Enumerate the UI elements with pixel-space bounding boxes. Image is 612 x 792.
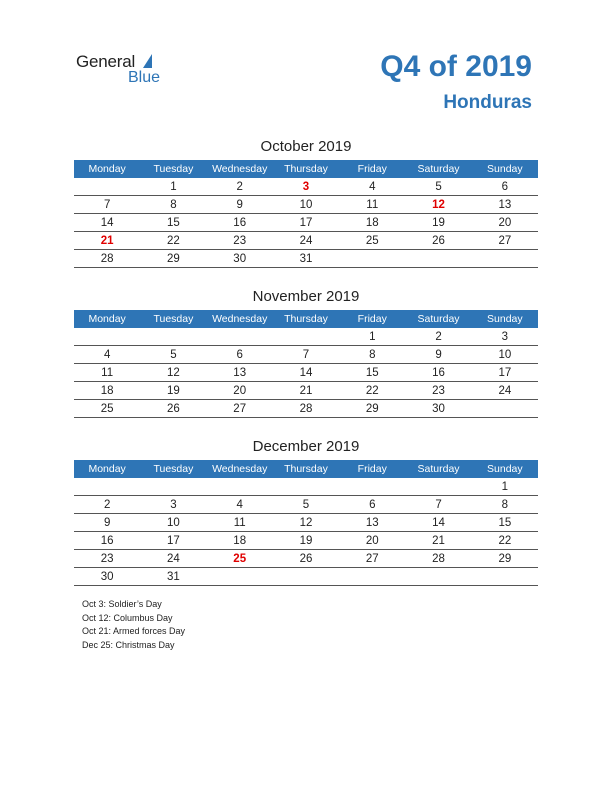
day-cell: 29 xyxy=(140,250,206,268)
day-cell xyxy=(207,568,273,586)
day-cell: 18 xyxy=(207,532,273,550)
weekday-header: Sunday xyxy=(472,460,538,478)
weekday-header: Tuesday xyxy=(140,310,206,328)
day-cell: 31 xyxy=(140,568,206,586)
week-row xyxy=(74,496,538,514)
week-row xyxy=(74,400,538,418)
day-cell: 17 xyxy=(140,532,206,550)
weekday-header: Sunday xyxy=(472,160,538,178)
logo-text-blue: Blue xyxy=(128,69,161,86)
day-cell xyxy=(207,328,273,346)
day-cell: 17 xyxy=(273,214,339,232)
week-row xyxy=(74,232,538,250)
weekday-header: Monday xyxy=(74,460,140,478)
week-row xyxy=(74,196,538,214)
day-cell: 26 xyxy=(140,400,206,418)
week-row xyxy=(74,382,538,400)
weekday-header: Monday xyxy=(74,160,140,178)
day-cell: 21 xyxy=(405,532,471,550)
day-cell xyxy=(140,328,206,346)
day-cell: 10 xyxy=(472,346,538,364)
day-cell: 4 xyxy=(339,178,405,196)
day-cell xyxy=(405,568,471,586)
weekday-header: Thursday xyxy=(273,310,339,328)
week-row xyxy=(74,346,538,364)
holiday-note: Oct 12: Columbus Day xyxy=(82,612,173,623)
day-cell: 27 xyxy=(472,232,538,250)
day-cell: 22 xyxy=(339,382,405,400)
day-cell: 7 xyxy=(405,496,471,514)
day-cell: 25 xyxy=(207,550,273,568)
day-cell xyxy=(339,250,405,268)
day-cell: 20 xyxy=(472,214,538,232)
day-cell: 5 xyxy=(140,346,206,364)
day-cell: 15 xyxy=(472,514,538,532)
week-row xyxy=(74,550,538,568)
day-cell xyxy=(405,250,471,268)
weekday-header: Wednesday xyxy=(207,310,273,328)
day-cell xyxy=(472,400,538,418)
day-cell: 4 xyxy=(74,346,140,364)
country-name: Honduras xyxy=(443,92,532,113)
week-row xyxy=(74,250,538,268)
day-cell: 21 xyxy=(273,382,339,400)
weekday-header: Sunday xyxy=(472,310,538,328)
day-cell: 1 xyxy=(140,178,206,196)
day-cell: 2 xyxy=(405,328,471,346)
day-cell: 27 xyxy=(339,550,405,568)
weekday-header: Friday xyxy=(339,160,405,178)
day-cell: 1 xyxy=(472,478,538,496)
day-cell: 30 xyxy=(405,400,471,418)
calendar-grid xyxy=(74,310,538,418)
day-cell: 26 xyxy=(273,550,339,568)
day-cell: 22 xyxy=(140,232,206,250)
day-cell: 5 xyxy=(405,178,471,196)
day-cell: 11 xyxy=(207,514,273,532)
week-row xyxy=(74,478,538,496)
day-cell: 19 xyxy=(140,382,206,400)
day-cell xyxy=(273,568,339,586)
day-cell: 28 xyxy=(405,550,471,568)
day-cell: 20 xyxy=(207,382,273,400)
day-cell: 12 xyxy=(273,514,339,532)
day-cell: 5 xyxy=(273,496,339,514)
day-cell: 6 xyxy=(472,178,538,196)
week-row xyxy=(74,328,538,346)
day-cell: 11 xyxy=(339,196,405,214)
day-cell: 22 xyxy=(472,532,538,550)
month-title: October 2019 xyxy=(260,138,352,155)
day-cell: 14 xyxy=(74,214,140,232)
day-cell: 2 xyxy=(74,496,140,514)
day-cell: 18 xyxy=(339,214,405,232)
day-cell: 7 xyxy=(273,346,339,364)
weekday-header: Monday xyxy=(74,310,140,328)
day-cell: 26 xyxy=(405,232,471,250)
day-cell: 9 xyxy=(207,196,273,214)
day-cell: 3 xyxy=(273,178,339,196)
day-cell: 28 xyxy=(74,250,140,268)
weekday-header: Friday xyxy=(339,460,405,478)
day-cell: 15 xyxy=(339,364,405,382)
day-cell: 8 xyxy=(339,346,405,364)
day-cell: 2 xyxy=(207,178,273,196)
week-row xyxy=(74,514,538,532)
day-cell: 7 xyxy=(74,196,140,214)
weekday-header: Tuesday xyxy=(140,460,206,478)
day-cell: 14 xyxy=(405,514,471,532)
day-cell: 31 xyxy=(273,250,339,268)
day-cell: 6 xyxy=(339,496,405,514)
logo-text-general: General xyxy=(76,52,136,71)
day-cell: 1 xyxy=(339,328,405,346)
logo-triangle-icon xyxy=(143,54,152,68)
day-cell xyxy=(405,478,471,496)
calendar-grid xyxy=(74,460,538,586)
day-cell: 21 xyxy=(74,232,140,250)
week-row xyxy=(74,178,538,196)
day-cell: 30 xyxy=(207,250,273,268)
day-cell: 13 xyxy=(207,364,273,382)
day-cell xyxy=(472,250,538,268)
day-cell: 9 xyxy=(74,514,140,532)
day-cell: 10 xyxy=(273,196,339,214)
holiday-note: Dec 25: Christmas Day xyxy=(82,639,175,650)
day-cell: 4 xyxy=(207,496,273,514)
day-cell xyxy=(140,478,206,496)
day-cell: 16 xyxy=(207,214,273,232)
day-cell: 8 xyxy=(140,196,206,214)
week-row xyxy=(74,214,538,232)
day-cell: 27 xyxy=(207,400,273,418)
weekday-header: Saturday xyxy=(405,160,471,178)
month-title: December 2019 xyxy=(252,438,360,455)
day-cell: 24 xyxy=(140,550,206,568)
day-cell: 15 xyxy=(140,214,206,232)
weekday-header: Saturday xyxy=(405,310,471,328)
day-cell: 29 xyxy=(339,400,405,418)
day-cell xyxy=(339,478,405,496)
day-cell: 24 xyxy=(273,232,339,250)
holiday-notes xyxy=(82,598,185,652)
day-cell xyxy=(339,568,405,586)
weekday-header: Tuesday xyxy=(140,160,206,178)
logo xyxy=(76,52,176,92)
holiday-note: Oct 21: Armed forces Day xyxy=(82,626,186,636)
day-cell: 16 xyxy=(405,364,471,382)
day-cell: 12 xyxy=(405,196,471,214)
day-cell: 23 xyxy=(74,550,140,568)
day-cell xyxy=(207,478,273,496)
day-cell: 30 xyxy=(74,568,140,586)
week-row xyxy=(74,364,538,382)
day-cell xyxy=(472,568,538,586)
day-cell: 28 xyxy=(273,400,339,418)
day-cell: 9 xyxy=(405,346,471,364)
weekday-header: Wednesday xyxy=(207,160,273,178)
day-cell: 23 xyxy=(405,382,471,400)
day-cell: 23 xyxy=(207,232,273,250)
weekday-header: Friday xyxy=(339,310,405,328)
day-cell: 16 xyxy=(74,532,140,550)
day-cell: 17 xyxy=(472,364,538,382)
day-cell xyxy=(273,328,339,346)
day-cell xyxy=(74,178,140,196)
weekday-header: Thursday xyxy=(273,460,339,478)
calendar-grid xyxy=(74,160,538,268)
day-cell: 19 xyxy=(405,214,471,232)
month-october xyxy=(74,138,538,268)
day-cell: 13 xyxy=(339,514,405,532)
day-cell: 12 xyxy=(140,364,206,382)
month-november xyxy=(74,288,538,418)
month-december xyxy=(74,438,538,586)
weekday-header: Saturday xyxy=(405,460,471,478)
weekday-header: Thursday xyxy=(273,160,339,178)
day-cell: 14 xyxy=(273,364,339,382)
day-cell: 29 xyxy=(472,550,538,568)
day-cell: 20 xyxy=(339,532,405,550)
weekday-header: Wednesday xyxy=(207,460,273,478)
day-cell xyxy=(273,478,339,496)
day-cell: 19 xyxy=(273,532,339,550)
day-cell: 25 xyxy=(339,232,405,250)
month-title: November 2019 xyxy=(252,288,360,305)
page-title: Q4 of 2019 xyxy=(380,50,532,83)
day-cell: 3 xyxy=(140,496,206,514)
day-cell: 10 xyxy=(140,514,206,532)
day-cell: 24 xyxy=(472,382,538,400)
day-cell xyxy=(74,328,140,346)
holiday-note: Oct 3: Soldier’s Day xyxy=(82,599,162,609)
day-cell: 8 xyxy=(472,496,538,514)
week-row xyxy=(74,568,538,586)
day-cell: 11 xyxy=(74,364,140,382)
day-cell: 6 xyxy=(207,346,273,364)
day-cell: 3 xyxy=(472,328,538,346)
day-cell xyxy=(74,478,140,496)
day-cell: 25 xyxy=(74,400,140,418)
week-row xyxy=(74,532,538,550)
day-cell: 13 xyxy=(472,196,538,214)
day-cell: 18 xyxy=(74,382,140,400)
